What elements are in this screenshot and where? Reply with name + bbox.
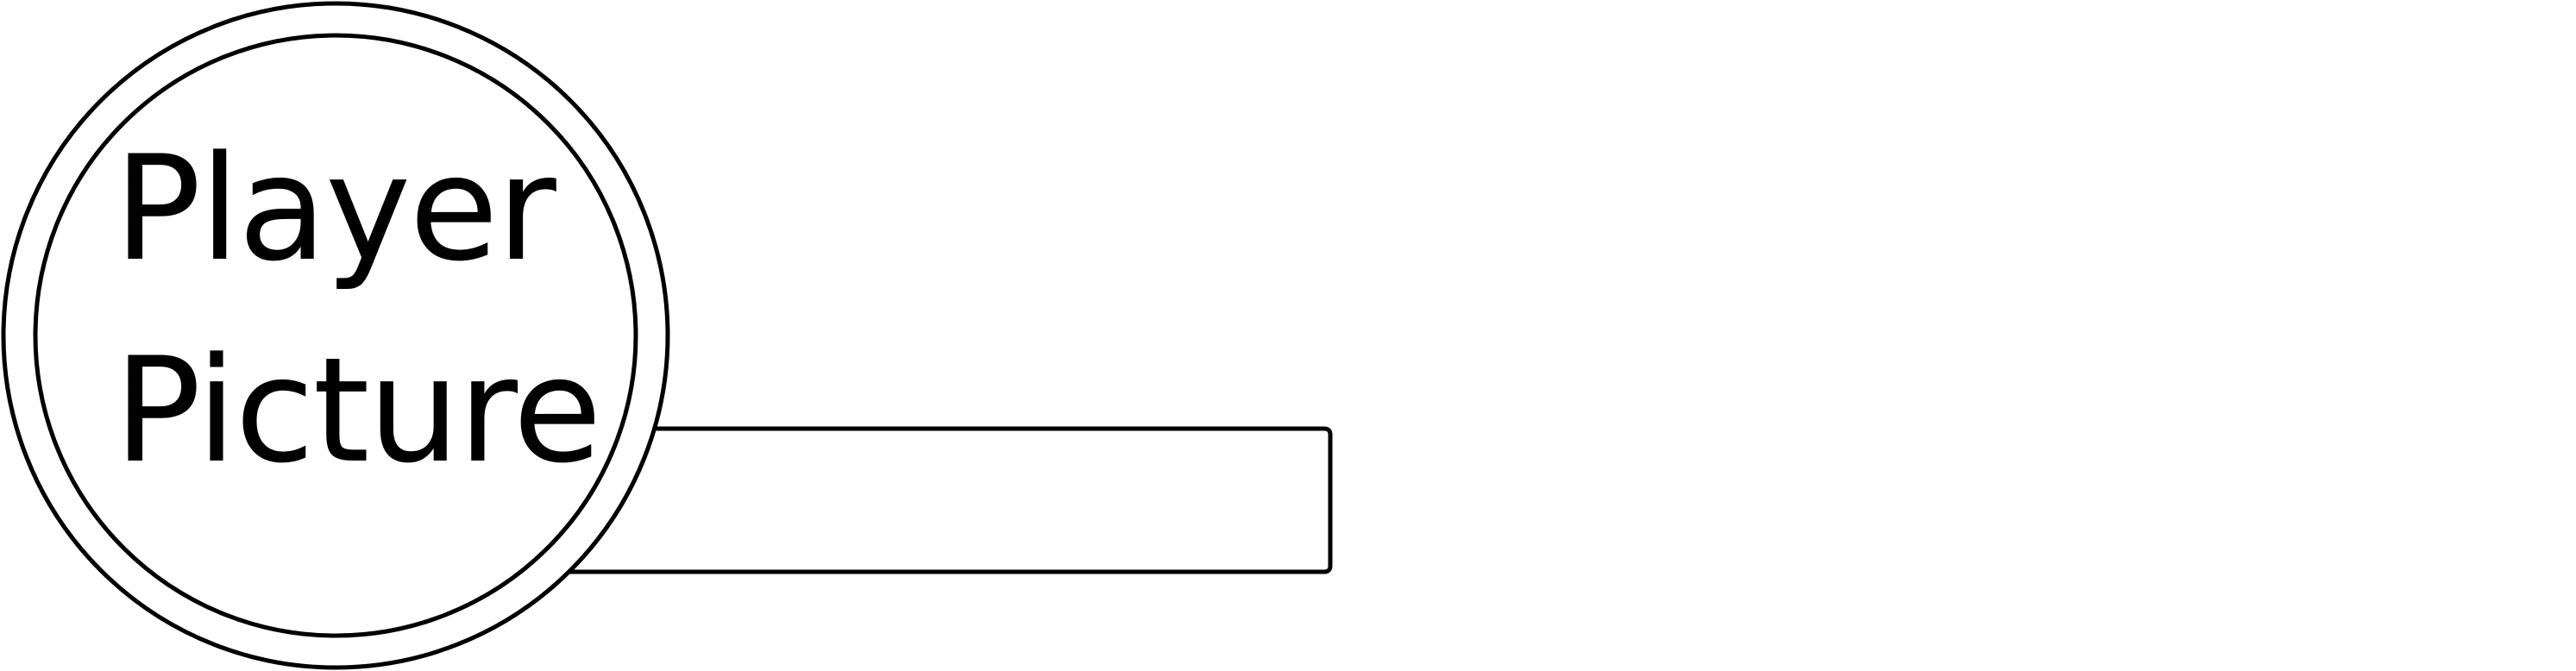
picture-label-line-1: Player <box>114 124 555 293</box>
player-info-bar <box>567 429 1330 572</box>
picture-label-line-2: Picture <box>114 326 600 495</box>
